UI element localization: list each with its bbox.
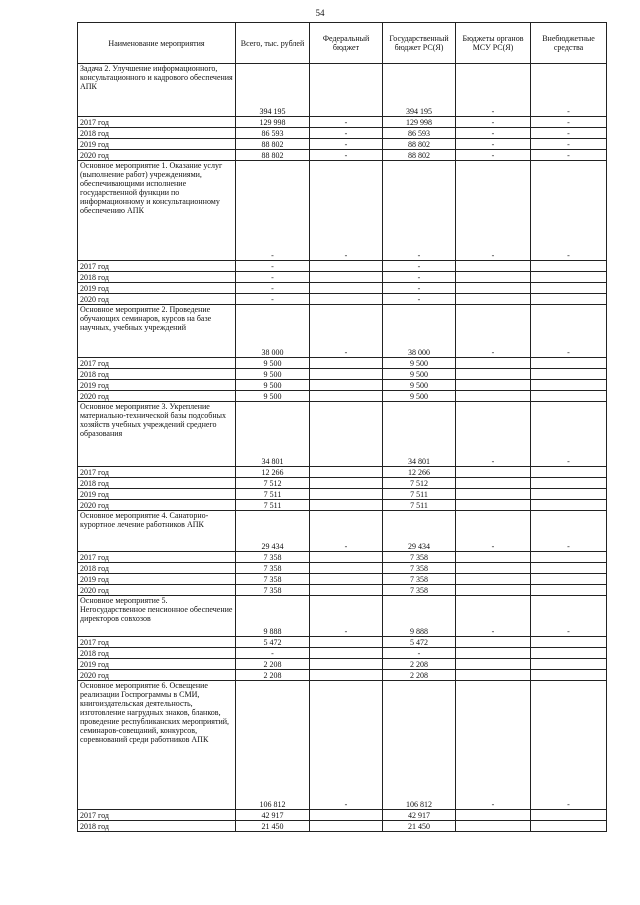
year-row [78,261,607,272]
cell-extrabudget [531,391,607,402]
cell-extrabudget: - [531,117,607,128]
cell-name: Основное мероприятие 2. Проведение обучающих семинаров, курсов на базе научных, учебных учреждений [78,305,236,358]
year-row [78,117,607,128]
cell-state: 9 500 [383,380,456,391]
cell-state: 5 472 [383,637,456,648]
cell-extrabudget [531,585,607,596]
cell-state: 38 000 [383,305,456,358]
year-row [78,489,607,500]
cell-total: 5 472 [236,637,310,648]
cell-state: 88 802 [383,150,456,161]
cell-state: 7 512 [383,478,456,489]
cell-name: 2017 год [78,261,236,272]
cell-federal [310,369,383,380]
cell-municipal [456,821,531,832]
cell-extrabudget: - [531,128,607,139]
cell-extrabudget [531,670,607,681]
cell-name: 2018 год [78,821,236,832]
cell-name: Задача 2. Улучшение информационного, консультационного и кадрового обеспечения АПК [78,64,236,117]
cell-total: 34 801 [236,402,310,467]
year-row [78,139,607,150]
cell-federal [310,489,383,500]
cell-name: 2018 год [78,563,236,574]
cell-name: 2017 год [78,637,236,648]
cell-total: - [236,283,310,294]
cell-municipal [456,283,531,294]
cell-total: 21 450 [236,821,310,832]
cell-total: 9 500 [236,391,310,402]
cell-federal [310,659,383,670]
cell-name: 2018 год [78,648,236,659]
cell-federal [310,810,383,821]
cell-total: 9 888 [236,596,310,637]
cell-state: - [383,161,456,261]
cell-total: - [236,261,310,272]
cell-total: 7 358 [236,563,310,574]
activity-row [78,596,607,637]
cell-total: 88 802 [236,139,310,150]
cell-municipal [456,810,531,821]
cell-federal [310,552,383,563]
cell-municipal [456,500,531,511]
cell-state: - [383,261,456,272]
cell-extrabudget: - [531,305,607,358]
cell-extrabudget: - [531,139,607,150]
year-row [78,670,607,681]
cell-state: - [383,283,456,294]
cell-municipal [456,369,531,380]
cell-name: Основное мероприятие 1. Оказание услуг (выполнение работ) учреждениями, обеспечивающими исполнение государственной функции по информационному и консультационному обеспечению АПК [78,161,236,261]
activity-row [78,161,607,261]
cell-total: 38 000 [236,305,310,358]
header-municipal: Бюджеты органов МСУ РС(Я) [456,23,531,64]
cell-total: 9 500 [236,380,310,391]
cell-municipal [456,648,531,659]
cell-state: 2 208 [383,659,456,670]
cell-federal [310,585,383,596]
cell-municipal [456,478,531,489]
cell-name: 2017 год [78,358,236,369]
cell-federal [310,478,383,489]
activity-row [78,402,607,467]
year-row [78,563,607,574]
cell-name: 2020 год [78,585,236,596]
cell-federal: - [310,117,383,128]
header-name: Наименование мероприятия [78,23,236,64]
cell-federal: - [310,511,383,552]
cell-extrabudget [531,489,607,500]
cell-name: 2018 год [78,128,236,139]
activity-row [78,681,607,810]
year-row [78,380,607,391]
cell-municipal: - [456,128,531,139]
cell-state: 9 500 [383,391,456,402]
cell-state: 9 888 [383,596,456,637]
cell-name: 2018 год [78,369,236,380]
cell-municipal [456,659,531,670]
cell-extrabudget [531,637,607,648]
cell-name: Основное мероприятие 6. Освещение реализации Госпрограммы в СМИ, книгоиздательская деятельность, изготовление нагрудных знаков, бланков, проведение республиканских мероприятий, семинаров-совещаний, конкурсов, соревнований среди работников АПК [78,681,236,810]
cell-federal [310,670,383,681]
header-extrabudget: Внебюджетные средства [531,23,607,64]
cell-municipal [456,358,531,369]
cell-federal [310,261,383,272]
cell-state: 106 812 [383,681,456,810]
cell-municipal [456,272,531,283]
cell-extrabudget [531,261,607,272]
year-row [78,294,607,305]
cell-name: 2019 год [78,574,236,585]
cell-total: 12 266 [236,467,310,478]
cell-total: 7 511 [236,489,310,500]
cell-extrabudget [531,659,607,670]
cell-federal [310,294,383,305]
cell-state: 7 511 [383,489,456,500]
year-row [78,585,607,596]
cell-state: 7 358 [383,574,456,585]
cell-total: 7 512 [236,478,310,489]
cell-state: 7 511 [383,500,456,511]
cell-municipal: - [456,402,531,467]
year-row [78,821,607,832]
cell-extrabudget [531,648,607,659]
cell-federal [310,358,383,369]
cell-name: Основное мероприятие 3. Укрепление материально-технической базы подсобных хозяйств учебных учреждений среднего образования [78,402,236,467]
cell-total: 7 358 [236,585,310,596]
cell-state: - [383,648,456,659]
cell-federal [310,64,383,117]
cell-federal [310,500,383,511]
cell-extrabudget [531,369,607,380]
cell-extrabudget: - [531,64,607,117]
cell-federal [310,574,383,585]
cell-extrabudget [531,500,607,511]
cell-name: 2019 год [78,659,236,670]
cell-state: 129 998 [383,117,456,128]
cell-municipal [456,294,531,305]
cell-federal [310,402,383,467]
cell-federal: - [310,139,383,150]
page-number: 54 [315,8,325,18]
activity-row [78,64,607,117]
cell-name: 2019 год [78,139,236,150]
header-state: Государственный бюджет РС(Я) [383,23,456,64]
cell-name: 2020 год [78,391,236,402]
cell-name: 2017 год [78,552,236,563]
cell-municipal: - [456,511,531,552]
cell-extrabudget [531,272,607,283]
cell-name: 2020 год [78,150,236,161]
cell-municipal [456,552,531,563]
table-header-row [78,23,607,64]
cell-federal [310,563,383,574]
cell-state: 34 801 [383,402,456,467]
cell-total: 106 812 [236,681,310,810]
cell-total: - [236,648,310,659]
cell-extrabudget: - [531,596,607,637]
cell-total: 9 500 [236,358,310,369]
year-row [78,150,607,161]
cell-state: 21 450 [383,821,456,832]
cell-municipal: - [456,139,531,150]
cell-federal [310,648,383,659]
year-row [78,467,607,478]
cell-municipal [456,467,531,478]
cell-state: 7 358 [383,585,456,596]
cell-federal: - [310,596,383,637]
cell-municipal [456,261,531,272]
cell-municipal: - [456,305,531,358]
cell-extrabudget [531,380,607,391]
cell-extrabudget [531,574,607,585]
year-row [78,369,607,380]
cell-name: 2018 год [78,478,236,489]
cell-state: - [383,272,456,283]
cell-federal [310,391,383,402]
cell-extrabudget: - [531,150,607,161]
year-row [78,810,607,821]
cell-name: 2020 год [78,294,236,305]
year-row [78,272,607,283]
cell-total: 394 195 [236,64,310,117]
cell-total: 29 434 [236,511,310,552]
cell-state: 9 500 [383,358,456,369]
cell-name: 2019 год [78,380,236,391]
cell-municipal [456,670,531,681]
cell-name: 2019 год [78,489,236,500]
header-federal: Федеральный бюджет [310,23,383,64]
activity-row [78,305,607,358]
year-row [78,478,607,489]
cell-name: Основное мероприятие 5. Негосударственное пенсионное обеспечение директоров совхозов [78,596,236,637]
cell-extrabudget [531,358,607,369]
year-row [78,648,607,659]
year-row [78,637,607,648]
cell-name: 2020 год [78,670,236,681]
cell-extrabudget [531,467,607,478]
cell-total: 9 500 [236,369,310,380]
cell-extrabudget: - [531,161,607,261]
cell-municipal [456,380,531,391]
cell-extrabudget [531,821,607,832]
year-row [78,391,607,402]
cell-total: 129 998 [236,117,310,128]
cell-state: 12 266 [383,467,456,478]
year-row [78,552,607,563]
cell-total: - [236,272,310,283]
cell-extrabudget [531,283,607,294]
cell-total: 88 802 [236,150,310,161]
cell-federal: - [310,150,383,161]
budget-table [77,22,607,832]
cell-total: - [236,161,310,261]
cell-extrabudget [531,563,607,574]
cell-total: 7 511 [236,500,310,511]
year-row [78,358,607,369]
cell-extrabudget [531,294,607,305]
cell-total: - [236,294,310,305]
cell-municipal: - [456,150,531,161]
year-row [78,283,607,294]
cell-federal [310,272,383,283]
cell-municipal [456,563,531,574]
cell-extrabudget [531,478,607,489]
cell-name: 2017 год [78,810,236,821]
year-row [78,659,607,670]
cell-total: 86 593 [236,128,310,139]
cell-state: 7 358 [383,563,456,574]
cell-state: 88 802 [383,139,456,150]
cell-municipal: - [456,161,531,261]
cell-federal: - [310,305,383,358]
cell-state: 394 195 [383,64,456,117]
cell-municipal [456,637,531,648]
year-row [78,500,607,511]
cell-federal [310,637,383,648]
cell-extrabudget [531,552,607,563]
cell-total: 2 208 [236,659,310,670]
cell-federal [310,380,383,391]
cell-municipal: - [456,681,531,810]
cell-state: 2 208 [383,670,456,681]
cell-total: 7 358 [236,552,310,563]
cell-municipal: - [456,596,531,637]
year-row [78,128,607,139]
cell-extrabudget [531,810,607,821]
cell-total: 2 208 [236,670,310,681]
cell-federal: - [310,681,383,810]
cell-municipal [456,574,531,585]
cell-state: 9 500 [383,369,456,380]
cell-municipal: - [456,64,531,117]
cell-state: - [383,294,456,305]
cell-extrabudget: - [531,681,607,810]
cell-extrabudget: - [531,511,607,552]
cell-municipal [456,585,531,596]
cell-federal [310,283,383,294]
cell-name: 2018 год [78,272,236,283]
cell-federal: - [310,128,383,139]
cell-total: 7 358 [236,574,310,585]
cell-name: 2017 год [78,467,236,478]
cell-federal [310,467,383,478]
cell-state: 29 434 [383,511,456,552]
year-row [78,574,607,585]
activity-row [78,511,607,552]
cell-name: 2019 год [78,283,236,294]
cell-municipal [456,489,531,500]
cell-state: 7 358 [383,552,456,563]
cell-name: 2020 год [78,500,236,511]
cell-total: 42 917 [236,810,310,821]
cell-federal: - [310,161,383,261]
cell-municipal [456,391,531,402]
cell-extrabudget: - [531,402,607,467]
cell-federal [310,821,383,832]
cell-name: 2017 год [78,117,236,128]
header-total: Всего, тыс. рублей [236,23,310,64]
cell-state: 86 593 [383,128,456,139]
cell-municipal: - [456,117,531,128]
cell-state: 42 917 [383,810,456,821]
cell-name: Основное мероприятие 4. Санаторно-курортное лечение работников АПК [78,511,236,552]
